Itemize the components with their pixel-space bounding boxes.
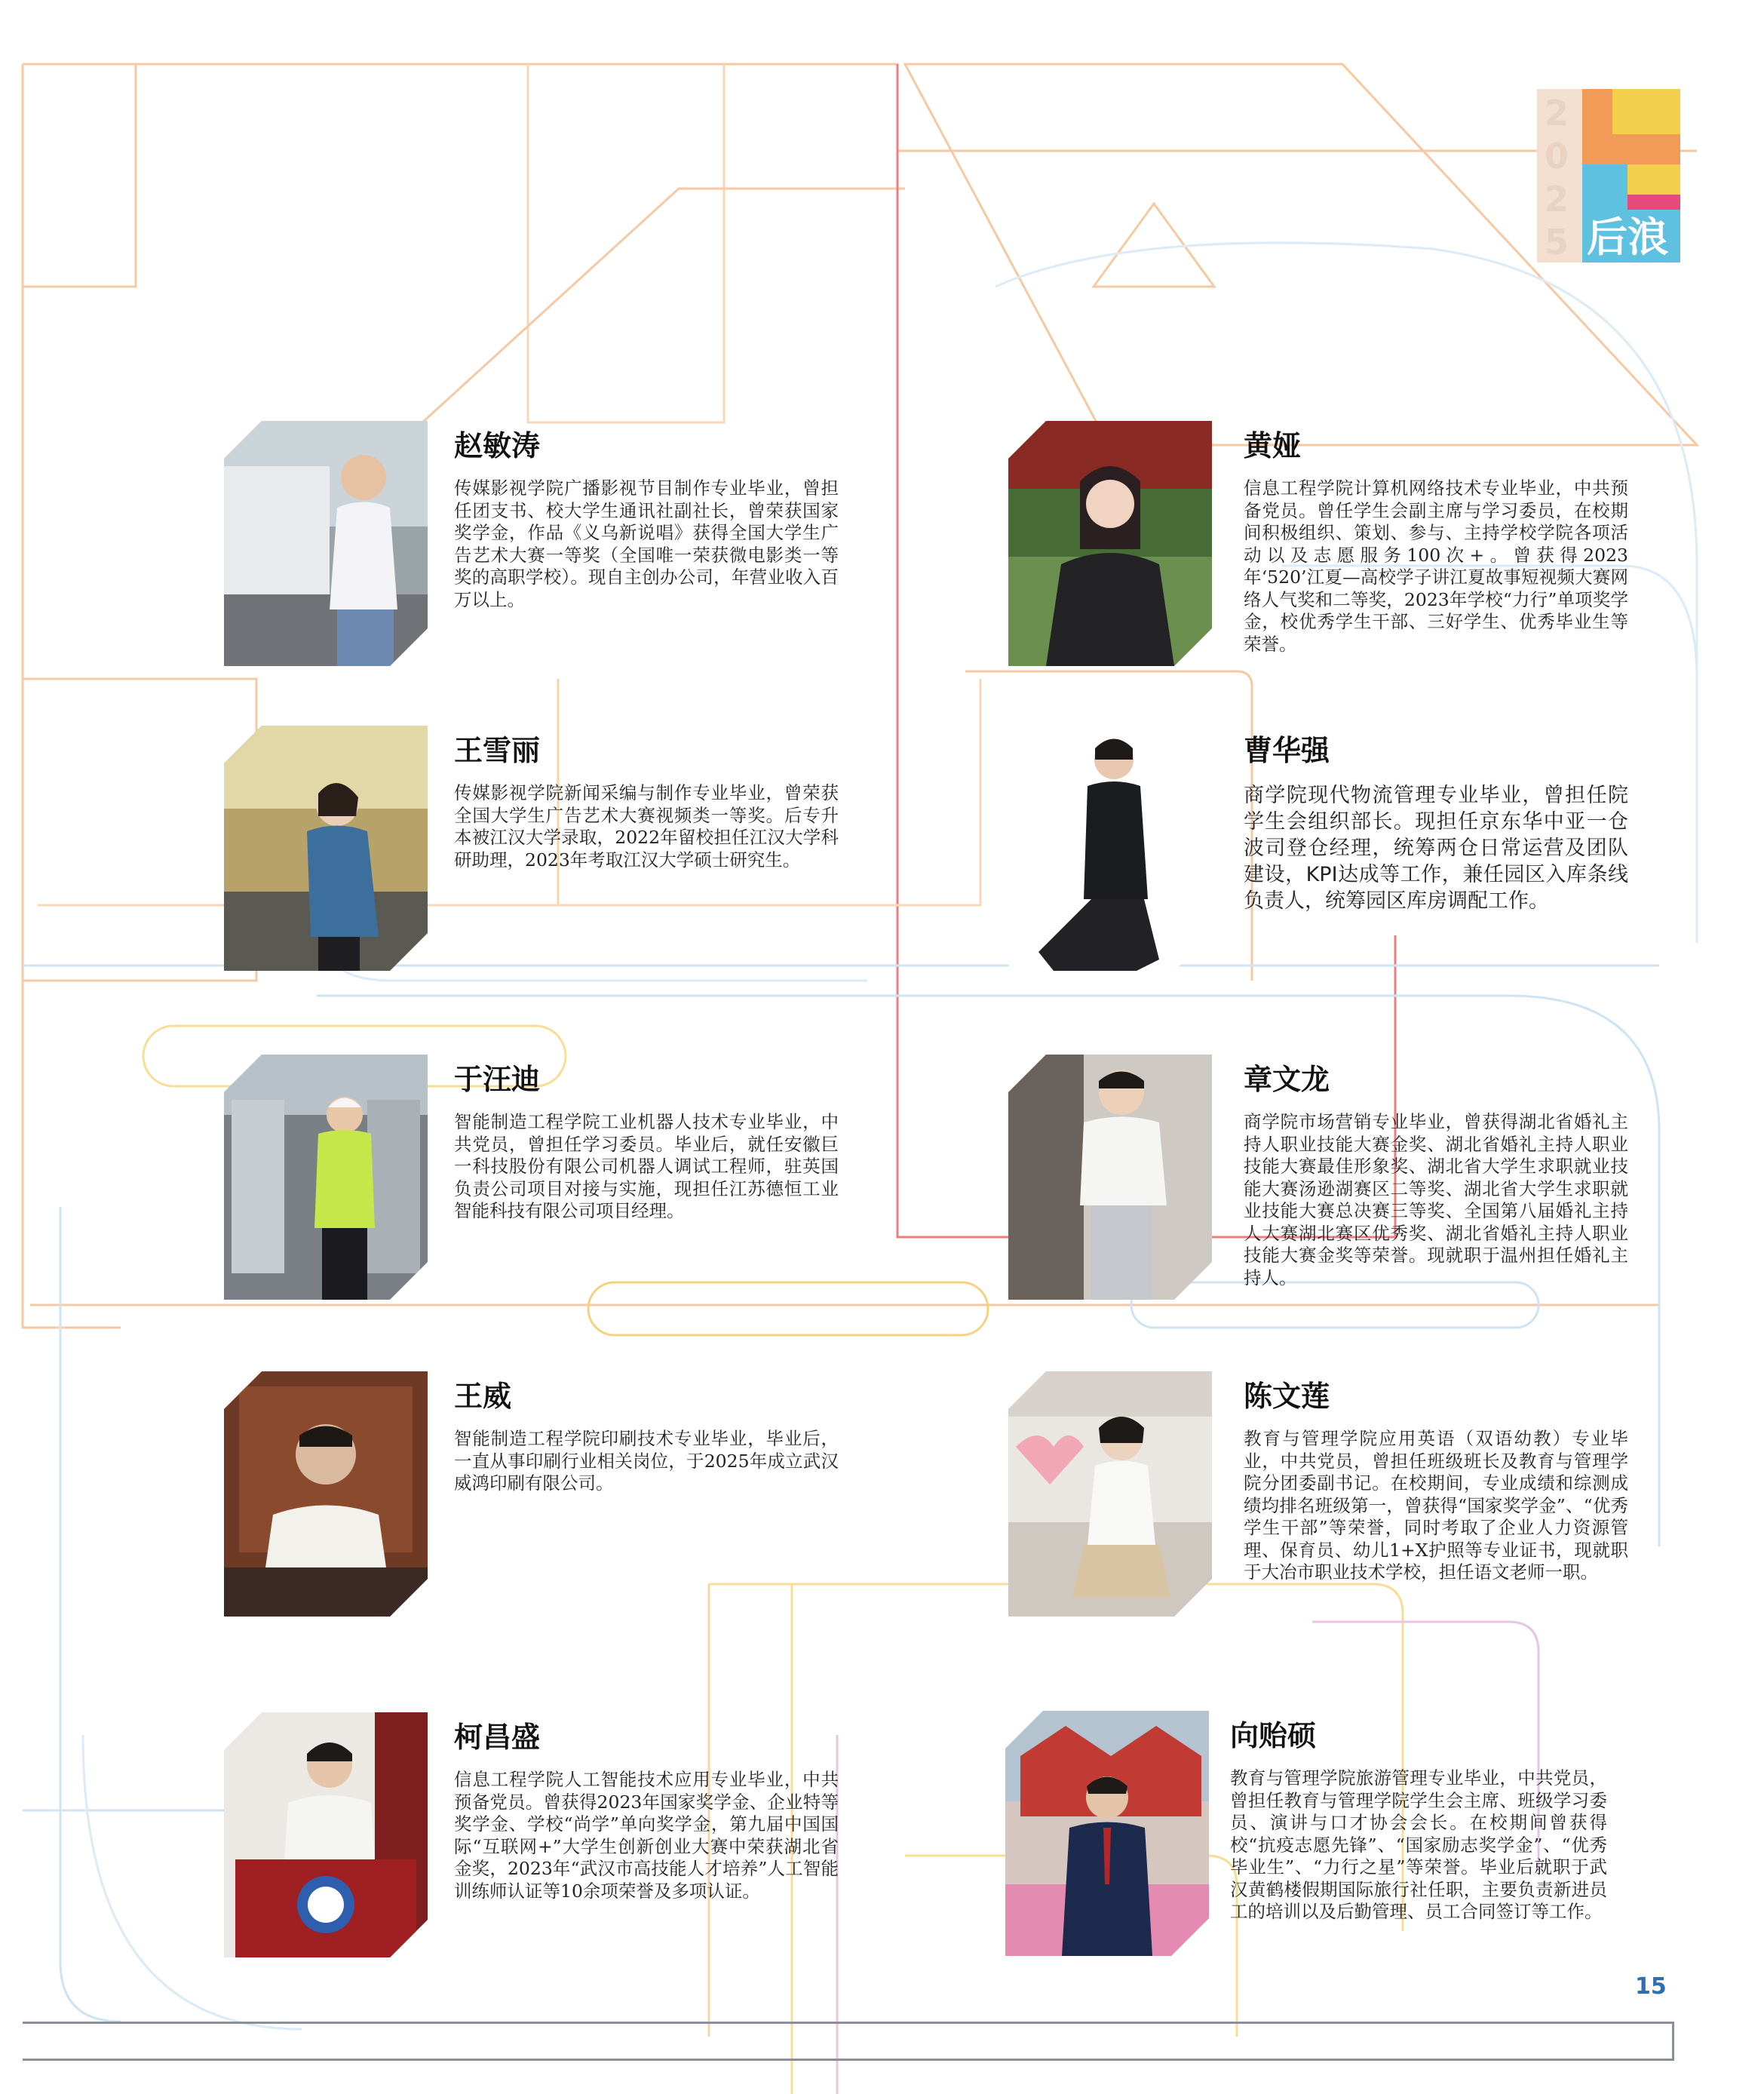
profile-name: 章文龙 [1244, 1063, 1330, 1096]
profile-description: 信息工程学院人工智能技术应用专业毕业，中共预备党员。曾获得2023年国家奖学金、企业特等奖学金、学校“尚学”单向奖学金，第九届中国国际“互联网+”大学生创新创业大赛中荣获湖北省金奖，2023年“武汉市高技能人才培养”人工智能训练师认证等10余项荣誉及多项认证。 [454, 1769, 839, 1902]
profile-name: 黄娅 [1244, 429, 1302, 462]
footer-bar [23, 2022, 1674, 2061]
profile-description: 信息工程学院计算机网络技术专业毕业，中共预备党员。曾任学生会副主席与学习委员，在校期间积极组织、策划、参与、主持学校学院各项活动以及志愿服务100次+。曾获得2023年‘520’江夏—高校学子讲江夏故事短视频大赛网络人气奖和二等奖，2023年学校“力行”单项奖学金，校优秀学生干部、三好学生、优秀毕业生等荣誉。 [1244, 477, 1628, 655]
profile-photo [224, 1055, 428, 1300]
profile-description: 传媒影视学院广播影视节目制作专业毕业，曾担任团支书、校大学生通讯社副社长，曾荣获国家奖学金，作品《义乌新说唱》获得全国大学生广告艺术大赛一等奖（全国唯一荣获微电影类一等奖的高职学校）。现自主创办公司，年营业收入百万以上。 [454, 477, 839, 610]
profile-description: 教育与管理学院应用英语（双语幼教）专业毕业，中共党员，曾担任班级班长及教育与管理学院分团委副书记。在校期间，专业成绩和综测成绩均排名班级第一，曾获得“国家奖学金”、“优秀学生干部”等荣誉，同时考取了企业人力资源管理、保育员、幼儿1+X护照等专业证书，现就职于大冶市职业技术学校，担任语文老师一职。 [1244, 1428, 1628, 1583]
profile-name: 王威 [454, 1380, 512, 1413]
profile-photo [1008, 421, 1212, 666]
svg-text:后浪: 后浪 [1587, 213, 1668, 261]
profile-photo [1008, 726, 1212, 971]
profile-photo [1005, 1711, 1209, 1956]
profile-photo [224, 1371, 428, 1617]
profile-photo [224, 421, 428, 666]
profile-name: 陈文莲 [1244, 1380, 1330, 1413]
page-number: 15 [1635, 1973, 1667, 2000]
profile-name: 赵敏涛 [454, 429, 541, 462]
svg-text:2: 2 [1545, 179, 1569, 220]
profile-name: 向贻硕 [1230, 1719, 1317, 1752]
profile-description: 智能制造工程学院工业机器人技术专业毕业，中共党员，曾担任学习委员。毕业后，就任安徽巨一科技股份有限公司机器人调试工程师，驻英国负责公司项目对接与实施，现担任江苏德恒工业智能科技有限公司项目经理。 [454, 1111, 839, 1221]
svg-text:2: 2 [1545, 93, 1569, 134]
profile-photo [1008, 1371, 1212, 1617]
profile-description: 教育与管理学院旅游管理专业毕业，中共党员，曾担任教育与管理学院学生会主席、班级学习委员、演讲与口才协会会长。在校期间曾获得校“抗疫志愿先锋”、“国家励志奖学金”、“优秀毕业生”、“力行之星”等荣誉。毕业后就职于武汉黄鹤楼假期国际旅行社任职，主要负责新进员工的培训以及后勤管理、员工合同签订等工作。 [1230, 1767, 1607, 1922]
profile-name: 于汪迪 [454, 1063, 541, 1096]
profile-description: 传媒影视学院新闻采编与制作专业毕业，曾荣获全国大学生广告艺术大赛视频类一等奖。后专升本被江汉大学录取，2022年留校担任江汉大学科研助理，2023年考取江汉大学硕士研究生。 [454, 782, 839, 870]
profile-description: 智能制造工程学院印刷技术专业毕业，毕业后，一直从事印刷行业相关岗位，于2025年成立武汉威鸿印刷有限公司。 [454, 1428, 839, 1494]
profile-name: 柯昌盛 [454, 1721, 541, 1754]
svg-text:0: 0 [1545, 136, 1569, 177]
logo-2025-houlang [1537, 89, 1680, 263]
profile-name: 曹华强 [1244, 734, 1330, 767]
profile-description: 商学院市场营销专业毕业，曾获得湖北省婚礼主持人职业技能大赛金奖、湖北省婚礼主持人职业技能大赛最佳形象奖、湖北省大学生求职就业技能大赛汤逊湖赛区二等奖、湖北省大学生求职就业技能大赛总决赛三等奖、全国第八届婚礼主持人大赛湖北赛区优秀奖、湖北省婚礼主持人职业技能大赛金奖等荣誉。现就职于温州担任婚礼主持人。 [1244, 1111, 1628, 1288]
profile-photo [1008, 1055, 1212, 1300]
profile-photo [224, 726, 428, 971]
svg-text:5: 5 [1545, 222, 1569, 263]
profile-photo [224, 1712, 428, 1957]
profile-description: 商学院现代物流管理专业毕业，曾担任院学生会组织部长。现担任京东华中亚一仓波司登仓经理，统筹两仓日常运营及团队建设，KPI达成等工作，兼任园区入库条线负责人，统筹园区库房调配工作。 [1244, 784, 1628, 913]
profile-name: 王雪丽 [454, 734, 541, 767]
